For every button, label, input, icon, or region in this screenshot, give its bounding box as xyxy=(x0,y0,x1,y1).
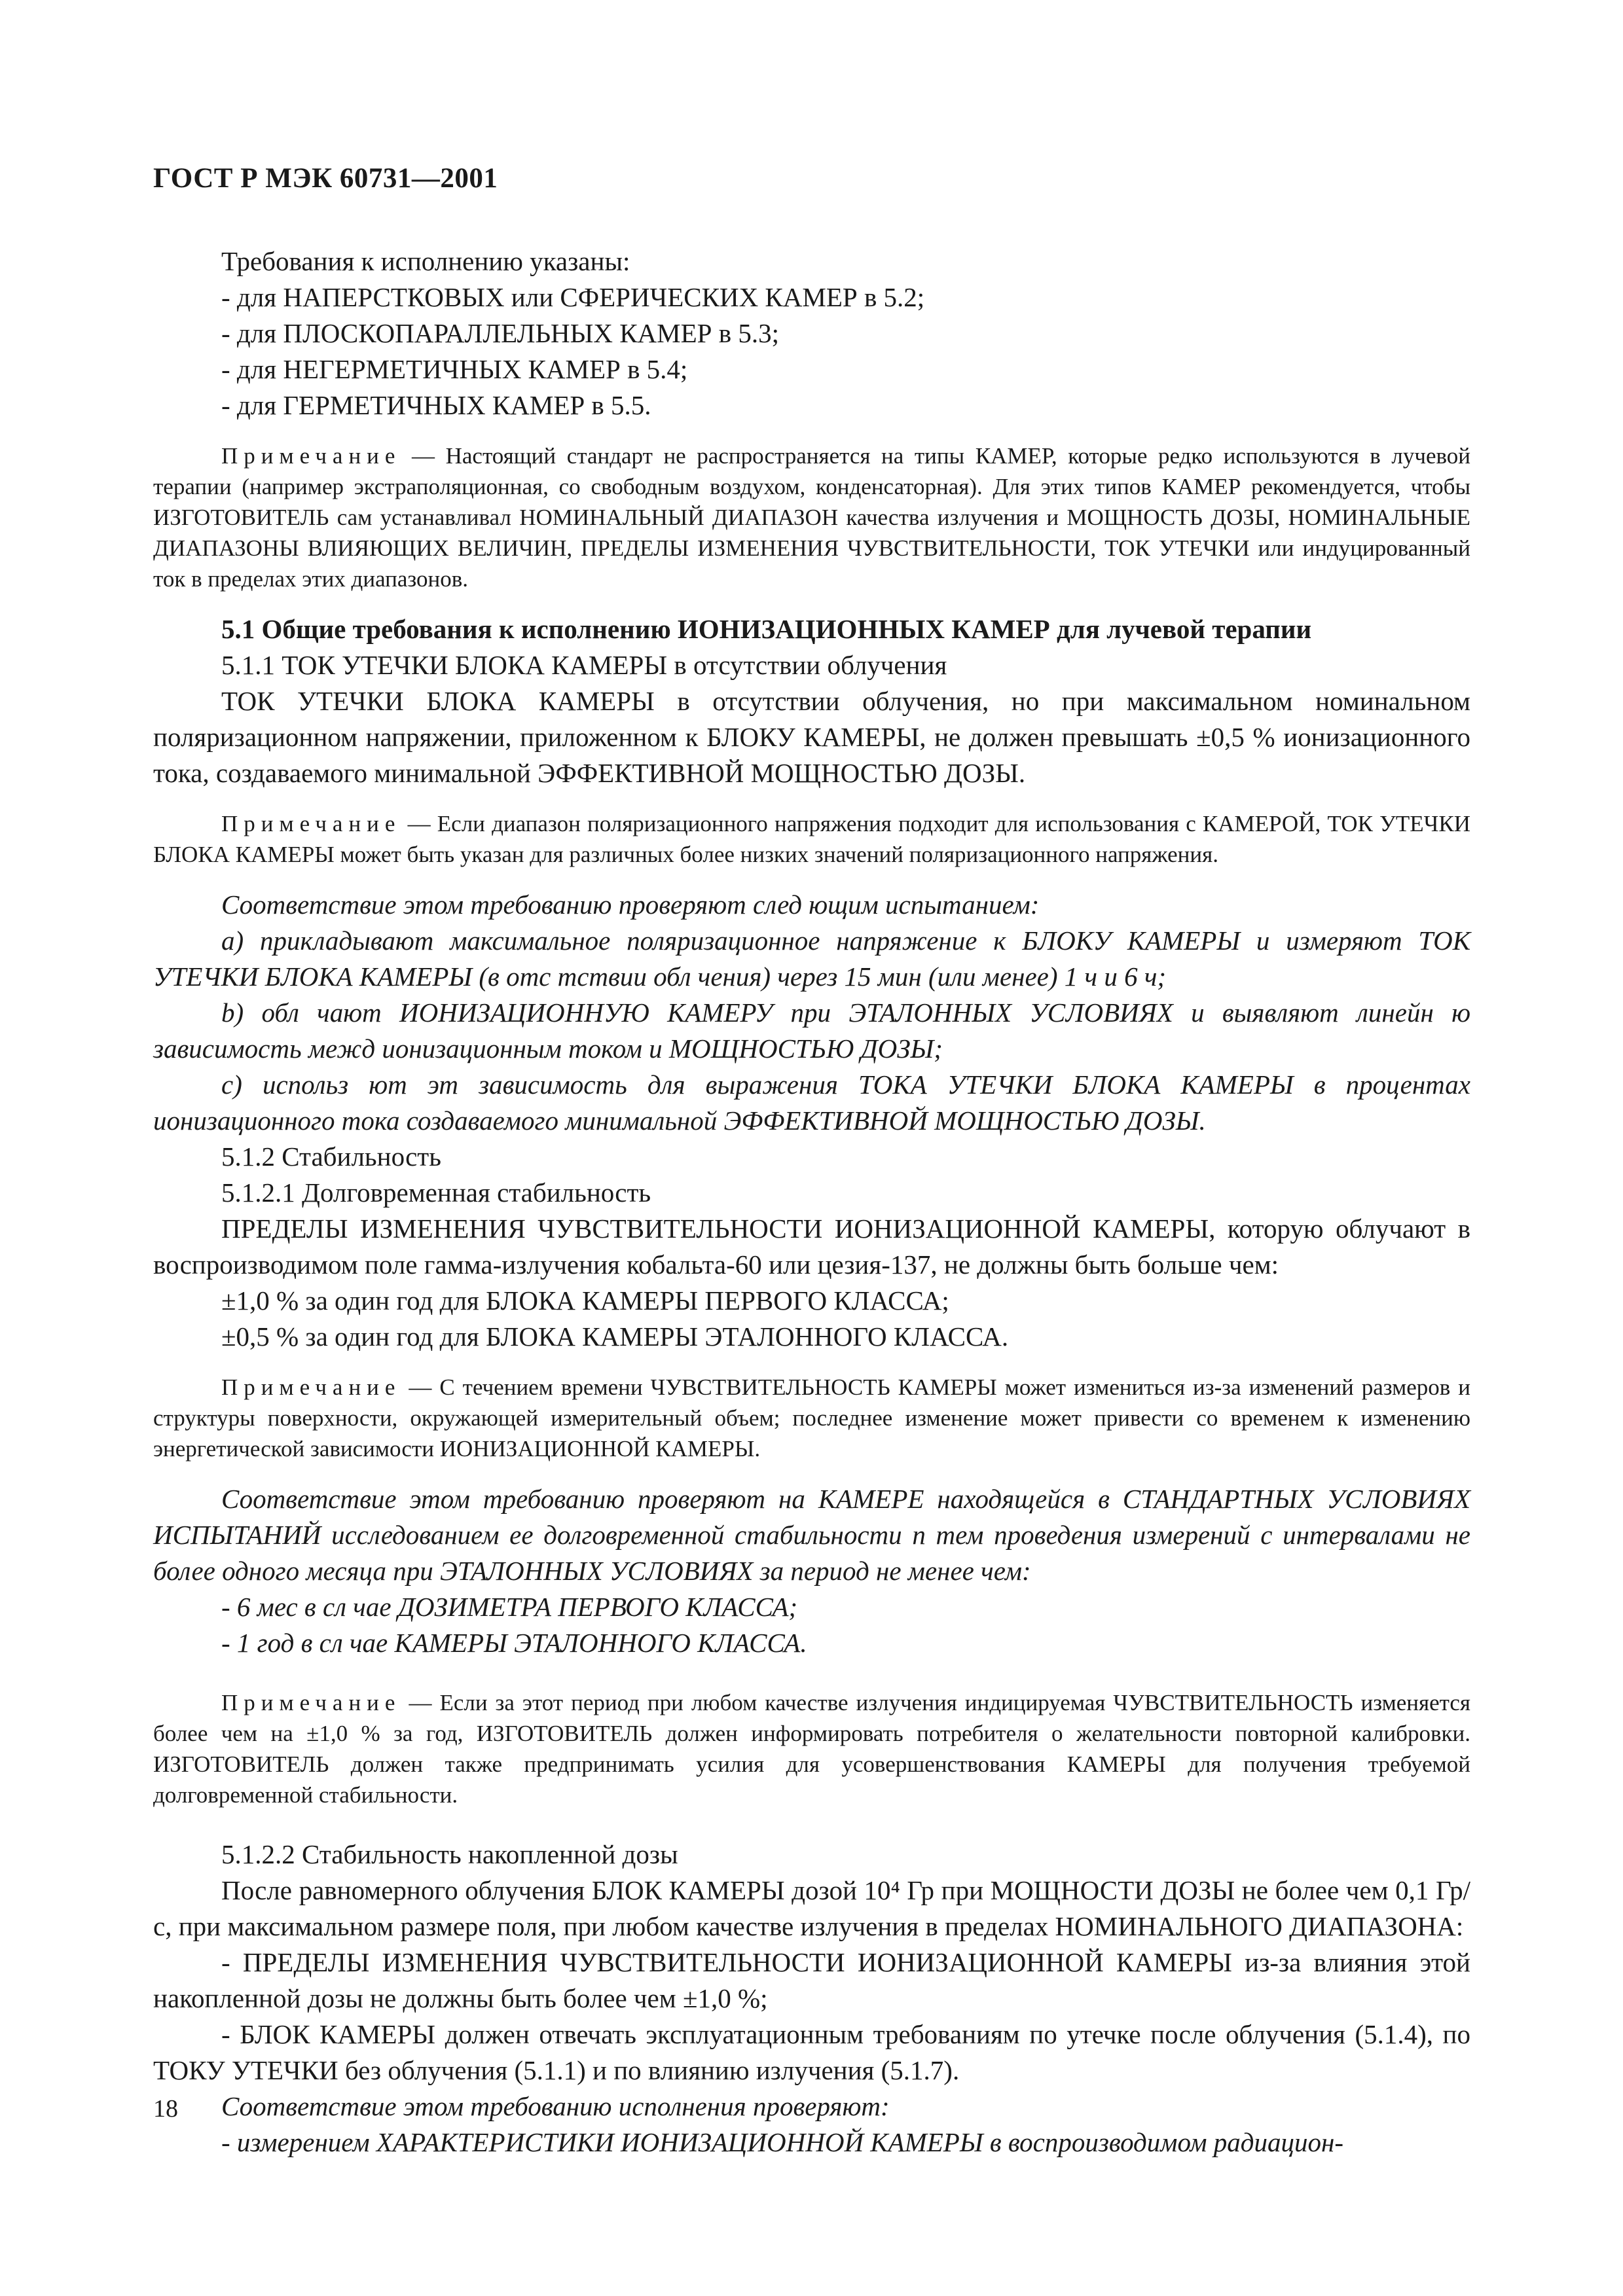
note-3 xyxy=(153,1372,1470,1464)
page-body xyxy=(153,243,1470,2161)
period-item: - 6 мес в сл чае ДОЗИМЕТРА ПЕРВОГО КЛАССА; xyxy=(221,1592,798,1622)
compliance-lead: Соответствие этом требованию проверяют след ющим испытанием: xyxy=(221,889,1040,920)
note-label: Примечание xyxy=(221,443,401,469)
section-5-1-2-heading: 5.1.2 Стабильность xyxy=(221,1141,441,1172)
limit-item: ±1,0 % за один год для БЛОКА КАМЕРЫ ПЕРВОГО КЛАССА; xyxy=(221,1285,949,1316)
compliance-accumulated: Соответствие этом требованию исполнения проверяют: xyxy=(221,2091,890,2121)
requirement-item: - БЛОК КАМЕРЫ должен отвечать эксплуатационным требованиям по утечке после облучения (5.1.4), по ТОКУ УТЕЧКИ без облучения (5.1.1) и по влиянию излучения (5.1.7). xyxy=(153,2019,1470,2085)
note-label: Примечание xyxy=(221,1374,401,1400)
section-5-1-2-2-heading: 5.1.2.2 Стабильность накопленной дозы xyxy=(221,1839,678,1869)
section-5-1-2-2-text: После равномерного облучения БЛОК КАМЕРЫ дозой 10⁴ Гр при МОЩНОСТИ ДОЗЫ не более чем 0,1 Гр/с, при максимальном размере поля, при любом качестве излучения в пределах НОМИНАЛЬНОГО ДИАПАЗОНА: xyxy=(153,1875,1470,1941)
section-5-1-2-1-heading: 5.1.2.1 Долговременная стабильность xyxy=(221,1177,651,1208)
section-5-1-heading: 5.1 Общие требования к исполнению ИОНИЗАЦИОННЫХ КАМЕР для лучевой терапии xyxy=(221,614,1312,644)
section-5-1-1-heading: 5.1.1 ТОК УТЕЧКИ БЛОКА КАМЕРЫ в отсутствии облучения xyxy=(221,650,947,680)
document-header: ГОСТ Р МЭК 60731—2001 xyxy=(153,163,498,194)
page-number: 18 xyxy=(153,2095,178,2123)
intro-item: - для НАПЕРСТКОВЫХ или СФЕРИЧЕСКИХ КАМЕР в 5.2; xyxy=(221,282,925,312)
compliance-stability: Соответствие этом требованию проверяют на КАМЕРЕ находящейся в СТАНДАРТНЫХ УСЛОВИЯХ ИСПЫТАНИЙ исследованием ее долговременной стабильности п тем проведения измерений с интервалами не более одного месяца при ЭТАЛОННЫХ УСЛОВИЯХ за период не менее чем: xyxy=(153,1484,1470,1586)
intro-item: - для ПЛОСКОПАРАЛЛЕЛЬНЫХ КАМЕР в 5.3; xyxy=(221,318,779,348)
limit-item: ±0,5 % за один год для БЛОКА КАМЕРЫ ЭТАЛОННОГО КЛАССА. xyxy=(221,1321,1009,1352)
period-item: - 1 год в сл чае КАМЕРЫ ЭТАЛОННОГО КЛАССА. xyxy=(221,1628,807,1658)
section-5-1-2-1-text: ПРЕДЕЛЫ ИЗМЕНЕНИЯ ЧУВСТВИТЕЛЬНОСТИ ИОНИЗАЦИОННОЙ КАМЕРЫ, которую облучают в воспроизводимом поле гамма-излучения кобальта-60 или цезия-137, не должны быть больше чем: xyxy=(153,1213,1470,1280)
compliance-step-a: а) прикладывают максимальное поляризационное напряжение к БЛОКУ КАМЕРЫ и измеряют ТОК УТЕЧКИ БЛОКА КАМЕРЫ (в отс тствии обл чения) через 15 мин (или менее) 1 ч и 6 ч; xyxy=(153,925,1470,992)
intro-item: - для ГЕРМЕТИЧНЫХ КАМЕР в 5.5. xyxy=(221,390,651,420)
note-label: Примечание xyxy=(221,1690,401,1715)
note-text: — Настоящий стандарт не распространяется на типы КАМЕР, которые редко используются в лучевой терапии (например экстраполяционная, со свободным воздухом, конденсаторная). Для этих типов КАМЕР рекомендуется, чтобы ИЗГОТОВИТЕЛЬ сам устанавливал НОМИНАЛЬНЫЙ ДИАПАЗОН качества излучения и МОЩНОСТЬ ДОЗЫ, НОМИНАЛЬНЫЕ ДИАПАЗОНЫ ВЛИЯЮЩИХ ВЕЛИЧИН, ПРЕДЕЛЫ ИЗМЕНЕНИЯ ЧУВСТВИТЕЛЬНОСТИ, ТОК УТЕЧКИ или индуцированный ток в пределах этих диапазонов. xyxy=(153,443,1471,592)
note-1 xyxy=(153,440,1470,594)
compliance-step-c: c) использ ют эт зависимость для выражения ТОКА УТЕЧКИ БЛОКА КАМЕРЫ в процентах ионизационного тока создаваемого минимальной ЭФФЕКТИВНОЙ МОЩНОСТЬЮ ДОЗЫ. xyxy=(153,1069,1470,1136)
note-label: Примечание xyxy=(221,811,401,836)
check-item: - измерением ХАРАКТЕРИСТИКИ ИОНИЗАЦИОННОЙ КАМЕРЫ в воспроизводимом радиацион- xyxy=(221,2127,1344,2157)
compliance-step-b: b) обл чают ИОНИЗАЦИОННУЮ КАМЕРУ при ЭТАЛОННЫХ УСЛОВИЯХ и выявляют линейн ю зависимость межд ионизационным током и МОЩНОСТЬЮ ДОЗЫ; xyxy=(153,997,1470,1064)
note-text: — Если диапазон поляризационного напряжения подходит для использования с КАМЕРОЙ, ТОК УТЕЧКИ БЛОКА КАМЕРЫ может быть указан для различных более низких значений поляризационного напряжения. xyxy=(153,811,1471,867)
intro-lead: Требования к исполнению указаны: xyxy=(221,246,630,276)
note-4 xyxy=(153,1687,1470,1810)
note-text: — С течением времени ЧУВСТВИТЕЛЬНОСТЬ КАМЕРЫ может измениться из-за изменений размеров и структуры поверхности, окружающей измерительный объем; последнее изменение может привести со временем к изменению энергетической зависимости ИОНИЗАЦИОННОЙ КАМЕРЫ. xyxy=(153,1374,1471,1462)
requirement-item: - ПРЕДЕЛЫ ИЗМЕНЕНИЯ ЧУВСТВИТЕЛЬНОСТИ ИОНИЗАЦИОННОЙ КАМЕРЫ из-за влияния этой накопленной дозы не должны быть более чем ±1,0 %; xyxy=(153,1947,1470,2013)
note-2 xyxy=(153,808,1470,870)
note-text: — Если за этот период при любом качестве излучения индицируемая ЧУВСТВИТЕЛЬНОСТЬ изменяется более чем на ±1,0 % за год, ИЗГОТОВИТЕЛЬ должен информировать потребителя о желательности повторной калибровки. ИЗГОТОВИТЕЛЬ должен также предпринимать усилия для усовершенствования КАМЕРЫ для получения требуемой долговременной стабильности. xyxy=(153,1690,1470,1808)
intro-item: - для НЕГЕРМЕТИЧНЫХ КАМЕР в 5.4; xyxy=(221,354,688,384)
section-5-1-1-text: ТОК УТЕЧКИ БЛОКА КАМЕРЫ в отсутствии облучения, но при максимальном номинальном поляризационном напряжении, приложенном к БЛОКУ КАМЕРЫ, не должен превышать ±0,5 % ионизационного тока, создаваемого минимальной ЭФФЕКТИВНОЙ МОЩНОСТЬЮ ДОЗЫ. xyxy=(153,686,1470,788)
